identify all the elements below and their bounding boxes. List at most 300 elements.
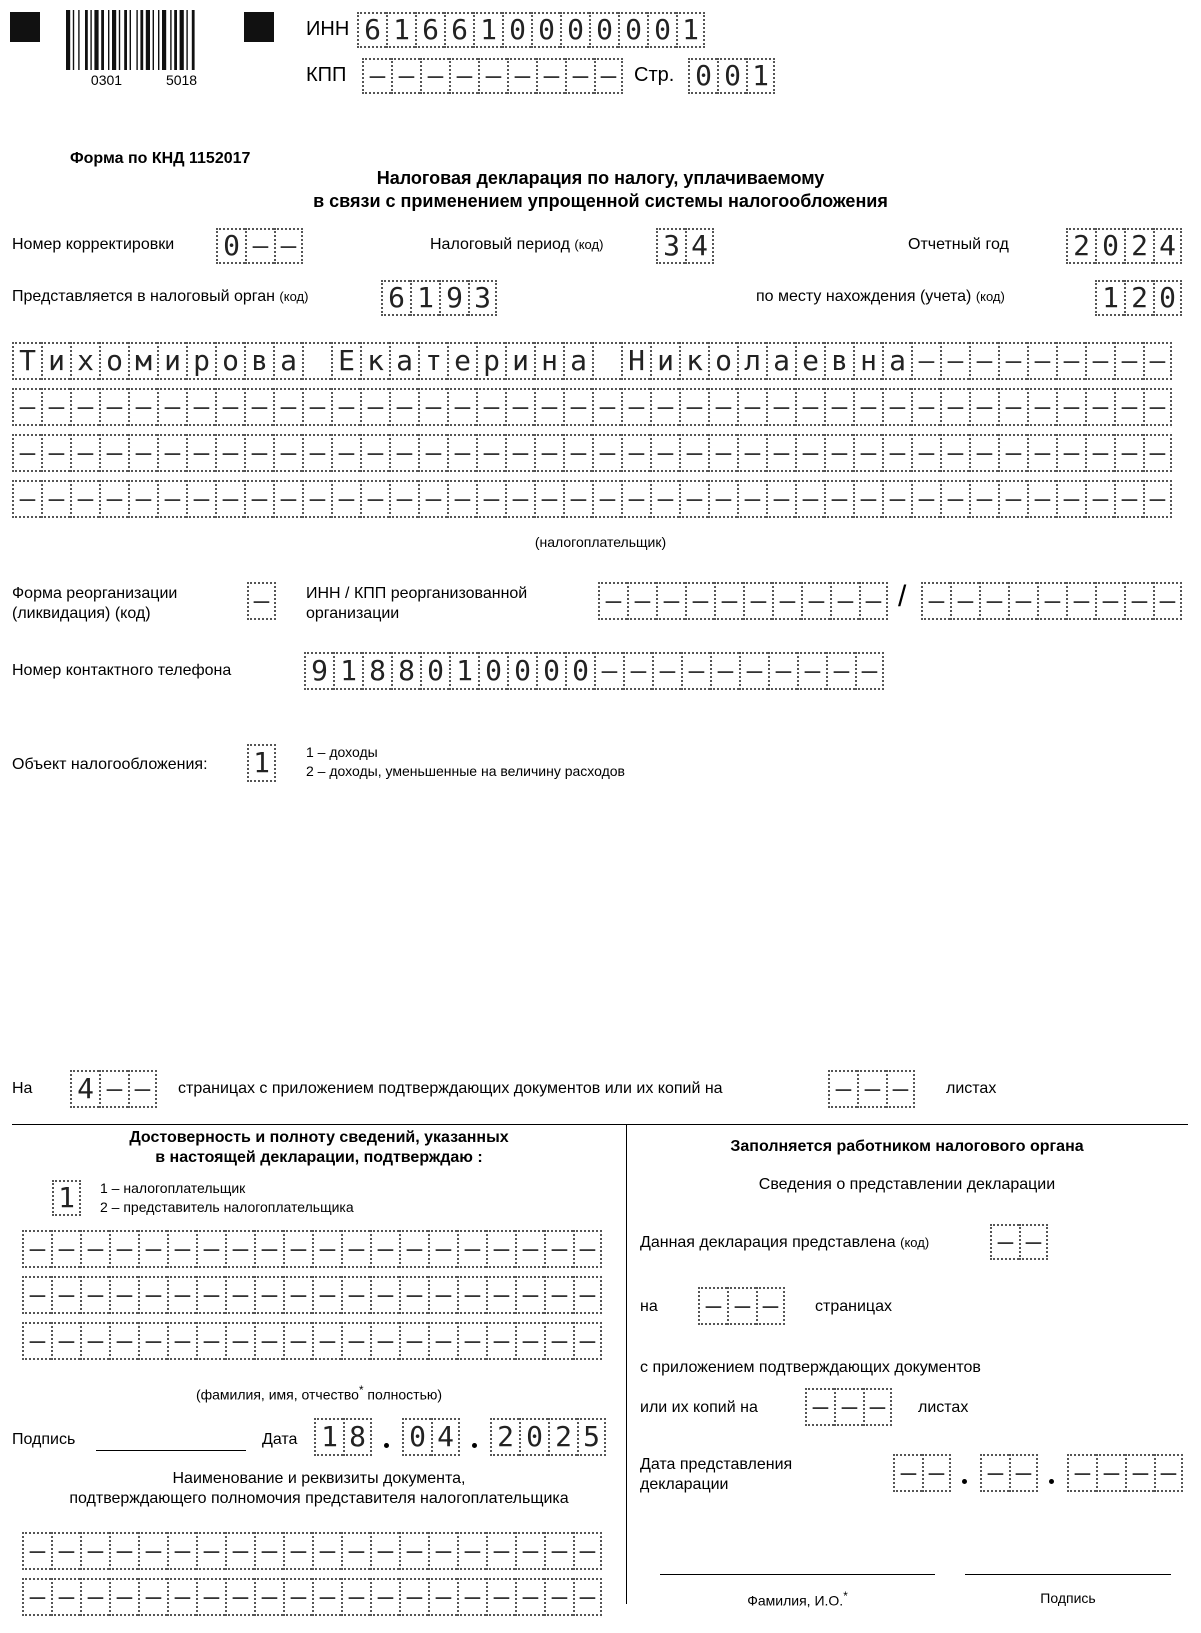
char-cell: 2	[1066, 228, 1095, 264]
location-cells[interactable]	[1095, 280, 1182, 316]
char-cell: –	[1009, 1454, 1038, 1492]
char-cell: –	[698, 1287, 727, 1325]
char-cell: –	[302, 480, 331, 518]
barcode-bar	[153, 10, 154, 70]
char-cell: –	[805, 1388, 834, 1426]
char-cell: –	[1085, 480, 1114, 518]
char-cell: –	[650, 388, 679, 426]
char-cell: –	[826, 652, 855, 690]
date-day-cells[interactable]	[314, 1418, 372, 1456]
char-cell: –	[1008, 582, 1037, 620]
char-cell: –	[51, 1578, 80, 1616]
officer-signature-label: Подпись	[1040, 1590, 1096, 1606]
correction-label: Номер корректировки	[12, 236, 175, 253]
char-cell: –	[573, 1532, 602, 1570]
char-cell: –	[399, 1276, 428, 1314]
char-cell: –	[80, 1322, 109, 1360]
barcode-bar	[78, 10, 79, 70]
char-cell: 6	[381, 280, 410, 316]
char-cell: 0	[560, 12, 589, 48]
barcode-bar	[112, 10, 116, 70]
char-cell: –	[573, 1322, 602, 1360]
char-cell: –	[447, 388, 476, 426]
char-cell: –	[886, 1070, 915, 1108]
submitted-label: Данная декларация представлена (код)	[640, 1234, 930, 1251]
char-cell: –	[486, 1230, 515, 1268]
char-cell: –	[1067, 1454, 1096, 1492]
char-cell: –	[592, 434, 621, 472]
fio-caption: (фамилия, имя, отчество* полностью)	[195, 1384, 443, 1403]
char-cell: –	[486, 1532, 515, 1570]
signer-fio-line-3[interactable]	[22, 1322, 602, 1360]
char-cell: 1	[449, 652, 478, 690]
tax-authority-label: Представляется в налоговый орган (код)	[12, 288, 309, 305]
char-cell: –	[128, 434, 157, 472]
char-cell: 1	[333, 652, 362, 690]
char-cell: –	[882, 434, 911, 472]
char-cell: –	[428, 1276, 457, 1314]
char-cell: –	[331, 434, 360, 472]
char-cell: –	[99, 480, 128, 518]
char-cell: 1	[247, 744, 276, 782]
char-cell: –	[598, 582, 627, 620]
char-cell: н	[534, 342, 563, 380]
char-cell: –	[969, 434, 998, 472]
page-cells[interactable]	[688, 58, 775, 94]
char-cell: –	[360, 434, 389, 472]
char-cell: –	[109, 1578, 138, 1616]
char-cell: –	[563, 434, 592, 472]
char-cell: –	[893, 1454, 922, 1492]
char-cell: –	[70, 480, 99, 518]
char-cell: 0	[536, 652, 565, 690]
char-cell: 1	[314, 1418, 343, 1456]
char-cell: –	[563, 388, 592, 426]
char-cell: –	[544, 1322, 573, 1360]
kpp-cells[interactable]	[362, 58, 623, 94]
char-cell: –	[370, 1578, 399, 1616]
char-cell: –	[447, 480, 476, 518]
char-cell: 1	[410, 280, 439, 316]
pages-na-label: На	[12, 1080, 33, 1097]
char-cell: –	[834, 1388, 863, 1426]
barcode	[64, 10, 224, 70]
char-cell: –	[399, 1578, 428, 1616]
char-cell: –	[283, 1322, 312, 1360]
taxpayer-line-4[interactable]	[12, 480, 1172, 518]
char-cell: –	[652, 652, 681, 690]
tax-period-cells[interactable]	[656, 228, 714, 264]
char-cell: –	[80, 1230, 109, 1268]
char-cell: –	[795, 434, 824, 472]
char-cell: –	[505, 434, 534, 472]
char-cell: –	[273, 434, 302, 472]
char-cell: –	[283, 1230, 312, 1268]
char-cell: р	[476, 342, 505, 380]
correction-cells[interactable]	[216, 228, 303, 264]
pages-sheets-cells[interactable]	[828, 1070, 915, 1108]
char-cell	[592, 342, 621, 380]
char-cell: –	[476, 480, 505, 518]
char-cell: –	[244, 434, 273, 472]
submission-month-cells[interactable]	[980, 1454, 1038, 1492]
char-cell: –	[544, 1578, 573, 1616]
char-cell: –	[998, 480, 1027, 518]
officer-fio-label: Фамилия, И.О.*	[747, 1590, 848, 1609]
submitted-code-cells[interactable]	[990, 1224, 1048, 1260]
char-cell: в	[824, 342, 853, 380]
char-cell: –	[109, 1276, 138, 1314]
char-cell: –	[428, 1532, 457, 1570]
officer-signature-line[interactable]	[965, 1574, 1171, 1575]
char-cell: –	[921, 582, 950, 620]
char-cell: –	[756, 1287, 785, 1325]
date-label: Дата	[262, 1431, 298, 1448]
barcode-bar	[140, 10, 143, 70]
tax-object-option-2: 2 – доходы, уменьшенные на величину расходов	[306, 763, 625, 779]
char-cell: –	[853, 480, 882, 518]
char-cell: –	[679, 388, 708, 426]
doc-line-1[interactable]	[22, 1532, 602, 1570]
reorg-kpp-cells[interactable]	[921, 582, 1182, 620]
char-cell: 1	[1095, 280, 1124, 316]
reorg-inn-cells[interactable]	[598, 582, 888, 620]
char-cell: –	[225, 1322, 254, 1360]
date-month-cells[interactable]	[402, 1418, 460, 1456]
char-cell: 6	[415, 12, 444, 48]
char-cell: –	[1143, 480, 1172, 518]
reorg-form-cells[interactable]	[247, 582, 276, 620]
char-cell: –	[457, 1532, 486, 1570]
char-cell: –	[922, 1454, 951, 1492]
char-cell: –	[447, 434, 476, 472]
section-divider	[12, 1124, 1188, 1125]
report-year-cells[interactable]	[1066, 228, 1182, 264]
char-cell: –	[370, 1322, 399, 1360]
char-cell: 4	[431, 1418, 460, 1456]
char-cell: –	[766, 480, 795, 518]
char-cell: –	[302, 434, 331, 472]
char-cell: –	[1095, 582, 1124, 620]
char-cell: –	[998, 434, 1027, 472]
char-cell: 0	[502, 12, 531, 48]
barcode-bar	[146, 10, 150, 70]
char-cell: –	[592, 480, 621, 518]
char-cell: –	[457, 1578, 486, 1616]
char-cell: –	[302, 388, 331, 426]
char-cell: Е	[331, 342, 360, 380]
char-cell: –	[370, 1230, 399, 1268]
char-cell: 6	[444, 12, 473, 48]
char-cell: –	[1027, 434, 1056, 472]
char-cell: –	[1027, 480, 1056, 518]
taxpayer-line-1[interactable]	[12, 342, 1172, 380]
char-cell: –	[594, 58, 623, 94]
char-cell: –	[772, 582, 801, 620]
left-title-line-1: Достоверность и полноту сведений, указанных	[129, 1129, 509, 1146]
char-cell: –	[360, 480, 389, 518]
char-cell: –	[99, 434, 128, 472]
char-cell: –	[51, 1322, 80, 1360]
char-cell: –	[418, 434, 447, 472]
barcode-bar	[136, 10, 137, 70]
char-cell: –	[128, 1070, 157, 1108]
pages-sheets-label: листах	[946, 1080, 997, 1097]
char-cell: –	[855, 652, 884, 690]
submission-year-cells[interactable]	[1067, 1454, 1183, 1492]
char-cell: –	[476, 434, 505, 472]
tax-object-option-1: 1 – доходы	[306, 744, 378, 760]
char-cell: –	[998, 342, 1027, 380]
char-cell: 2	[548, 1418, 577, 1456]
char-cell: –	[22, 1276, 51, 1314]
char-cell: –	[331, 480, 360, 518]
char-cell: –	[534, 480, 563, 518]
char-cell: –	[283, 1532, 312, 1570]
barcode-bar	[66, 10, 70, 70]
char-cell: 4	[70, 1070, 99, 1108]
char-cell: –	[727, 1287, 756, 1325]
signer-option-2: 2 – представитель налогоплательщика	[100, 1199, 354, 1215]
char-cell: 6	[357, 12, 386, 48]
char-cell: 0	[1153, 280, 1182, 316]
submission-date-separator	[1049, 1479, 1054, 1484]
right-sheets-cells[interactable]	[805, 1388, 892, 1426]
char-cell: 0	[647, 12, 676, 48]
char-cell: –	[312, 1230, 341, 1268]
char-cell: Т	[12, 342, 41, 380]
char-cell: –	[457, 1276, 486, 1314]
tax-object-label: Объект налогообложения:	[12, 756, 208, 773]
char-cell: –	[515, 1532, 544, 1570]
char-cell: –	[1085, 388, 1114, 426]
char-cell: к	[360, 342, 389, 380]
char-cell: –	[1056, 388, 1085, 426]
char-cell: –	[312, 1578, 341, 1616]
char-cell: 4	[685, 228, 714, 264]
char-cell: –	[418, 480, 447, 518]
char-cell: 0	[1095, 228, 1124, 264]
reorg-inn-kpp-label-1: ИНН / КПП реорганизованной	[306, 585, 528, 602]
char-cell: –	[714, 582, 743, 620]
kpp-label: КПП	[306, 64, 347, 86]
barcode-bar	[158, 10, 159, 70]
char-cell: –	[254, 1276, 283, 1314]
char-cell: –	[312, 1322, 341, 1360]
char-cell: –	[457, 1322, 486, 1360]
char-cell: –	[244, 480, 273, 518]
char-cell: –	[245, 228, 274, 264]
char-cell: –	[515, 1322, 544, 1360]
char-cell: л	[737, 342, 766, 380]
char-cell: –	[505, 480, 534, 518]
form-code: Форма по КНД 1152017	[70, 150, 251, 167]
char-cell: –	[225, 1578, 254, 1616]
char-cell: –	[486, 1578, 515, 1616]
char-cell: –	[341, 1276, 370, 1314]
phone-cells[interactable]	[304, 652, 884, 690]
char-cell: о	[99, 342, 128, 380]
char-cell: 0	[565, 652, 594, 690]
char-cell: –	[1154, 1454, 1183, 1492]
char-cell: –	[536, 58, 565, 94]
char-cell: в	[244, 342, 273, 380]
signature-label: Подпись	[12, 1431, 76, 1448]
char-cell: –	[167, 1578, 196, 1616]
date-year-cells[interactable]	[490, 1418, 606, 1456]
title-line-2: в связи с применением упрощенной системы налогообложения	[313, 191, 888, 211]
pages-middle-text: страницах с приложением подтверждающих документов или их копий на	[178, 1080, 723, 1097]
char-cell: –	[766, 434, 795, 472]
char-cell: –	[331, 388, 360, 426]
char-cell: –	[283, 1276, 312, 1314]
signature-line[interactable]	[96, 1450, 246, 1451]
barcode-bar	[186, 10, 187, 70]
char-cell: –	[795, 388, 824, 426]
char-cell: –	[911, 342, 940, 380]
doc-label-line-2: подтверждающего полномочия представителя налогоплательщика	[69, 1490, 569, 1507]
left-title-line-2: в настоящей декларации, подтверждаю :	[155, 1149, 483, 1166]
char-cell: –	[656, 582, 685, 620]
char-cell: –	[389, 480, 418, 518]
char-cell: м	[128, 342, 157, 380]
char-cell	[302, 342, 331, 380]
pages-count-cells[interactable]	[70, 1070, 157, 1108]
char-cell: –	[1143, 434, 1172, 472]
right-pages-cells[interactable]	[698, 1287, 785, 1325]
right-na-label: на	[640, 1298, 658, 1315]
signer-fio-line-2[interactable]	[22, 1276, 602, 1314]
char-cell: –	[418, 388, 447, 426]
char-cell: –	[573, 1230, 602, 1268]
barcode-bar	[101, 10, 104, 70]
officer-fio-line[interactable]	[660, 1574, 935, 1575]
doc-line-2[interactable]	[22, 1578, 602, 1616]
char-cell: –	[857, 1070, 886, 1108]
char-cell: –	[621, 480, 650, 518]
char-cell: 0	[688, 58, 717, 94]
tax-period-label: Налоговый период (код)	[430, 236, 604, 253]
char-cell: –	[515, 1230, 544, 1268]
char-cell: 0	[402, 1418, 431, 1456]
char-cell: –	[710, 652, 739, 690]
char-cell: –	[627, 582, 656, 620]
char-cell: 1	[386, 12, 415, 48]
char-cell: –	[534, 434, 563, 472]
char-cell: 5	[577, 1418, 606, 1456]
page-label: Стр.	[634, 64, 675, 86]
char-cell: х	[70, 342, 99, 380]
char-cell: и	[505, 342, 534, 380]
attach-line-1: с приложением подтверждающих документов	[640, 1359, 981, 1376]
char-cell: –	[22, 1322, 51, 1360]
char-cell: –	[534, 388, 563, 426]
signer-fio-line-1[interactable]	[22, 1230, 602, 1268]
char-cell: 1	[52, 1180, 81, 1216]
char-cell: –	[1124, 582, 1153, 620]
char-cell: –	[138, 1322, 167, 1360]
inn-cells[interactable]	[357, 12, 705, 48]
char-cell: е	[795, 342, 824, 380]
date-separator	[384, 1443, 389, 1448]
char-cell: –	[341, 1230, 370, 1268]
char-cell: –	[138, 1230, 167, 1268]
char-cell: –	[196, 1322, 225, 1360]
char-cell: –	[312, 1276, 341, 1314]
tax-object-cells[interactable]	[247, 744, 276, 782]
char-cell: –	[389, 434, 418, 472]
char-cell: –	[449, 58, 478, 94]
char-cell: –	[980, 1454, 1009, 1492]
char-cell: –	[824, 480, 853, 518]
taxpayer-caption: (налогоплательщик)	[534, 534, 667, 550]
char-cell: 0	[618, 12, 647, 48]
char-cell: –	[476, 388, 505, 426]
char-cell: 3	[468, 280, 497, 316]
char-cell: –	[12, 388, 41, 426]
char-cell: –	[215, 388, 244, 426]
char-cell: –	[22, 1532, 51, 1570]
char-cell: 1	[676, 12, 705, 48]
char-cell: –	[685, 582, 714, 620]
taxpayer-line-2[interactable]	[12, 388, 1172, 426]
char-cell: –	[940, 434, 969, 472]
char-cell: –	[420, 58, 449, 94]
tax-authority-cells[interactable]	[381, 280, 497, 316]
char-cell: –	[824, 434, 853, 472]
char-cell: –	[863, 1388, 892, 1426]
char-cell: –	[138, 1276, 167, 1314]
char-cell: –	[341, 1322, 370, 1360]
char-cell: –	[99, 1070, 128, 1108]
char-cell: 4	[1153, 228, 1182, 264]
char-cell: –	[196, 1532, 225, 1570]
char-cell: –	[274, 228, 303, 264]
char-cell: –	[853, 388, 882, 426]
location-label: по месту нахождения (учета) (код)	[756, 288, 1005, 305]
attach-line-2: или их копий на	[640, 1399, 758, 1416]
signer-type-cells[interactable]	[52, 1180, 81, 1216]
char-cell: –	[186, 480, 215, 518]
char-cell: –	[739, 652, 768, 690]
char-cell: –	[244, 388, 273, 426]
char-cell: –	[273, 480, 302, 518]
char-cell: 0	[507, 652, 536, 690]
char-cell: –	[186, 388, 215, 426]
char-cell: –	[167, 1230, 196, 1268]
char-cell: 8	[391, 652, 420, 690]
submission-day-cells[interactable]	[893, 1454, 951, 1492]
barcode-bar	[180, 10, 184, 70]
char-cell: и	[650, 342, 679, 380]
char-cell: –	[743, 582, 772, 620]
barcode-bar	[73, 10, 74, 70]
char-cell: –	[969, 480, 998, 518]
taxpayer-line-3[interactable]	[12, 434, 1172, 472]
char-cell: –	[215, 480, 244, 518]
char-cell: –	[12, 480, 41, 518]
char-cell: –	[225, 1230, 254, 1268]
char-cell: –	[515, 1578, 544, 1616]
char-cell: –	[544, 1276, 573, 1314]
char-cell: н	[853, 342, 882, 380]
char-cell: –	[51, 1532, 80, 1570]
char-cell: –	[80, 1276, 109, 1314]
char-cell: и	[41, 342, 70, 380]
char-cell: –	[911, 388, 940, 426]
char-cell: –	[737, 388, 766, 426]
char-cell: –	[544, 1230, 573, 1268]
